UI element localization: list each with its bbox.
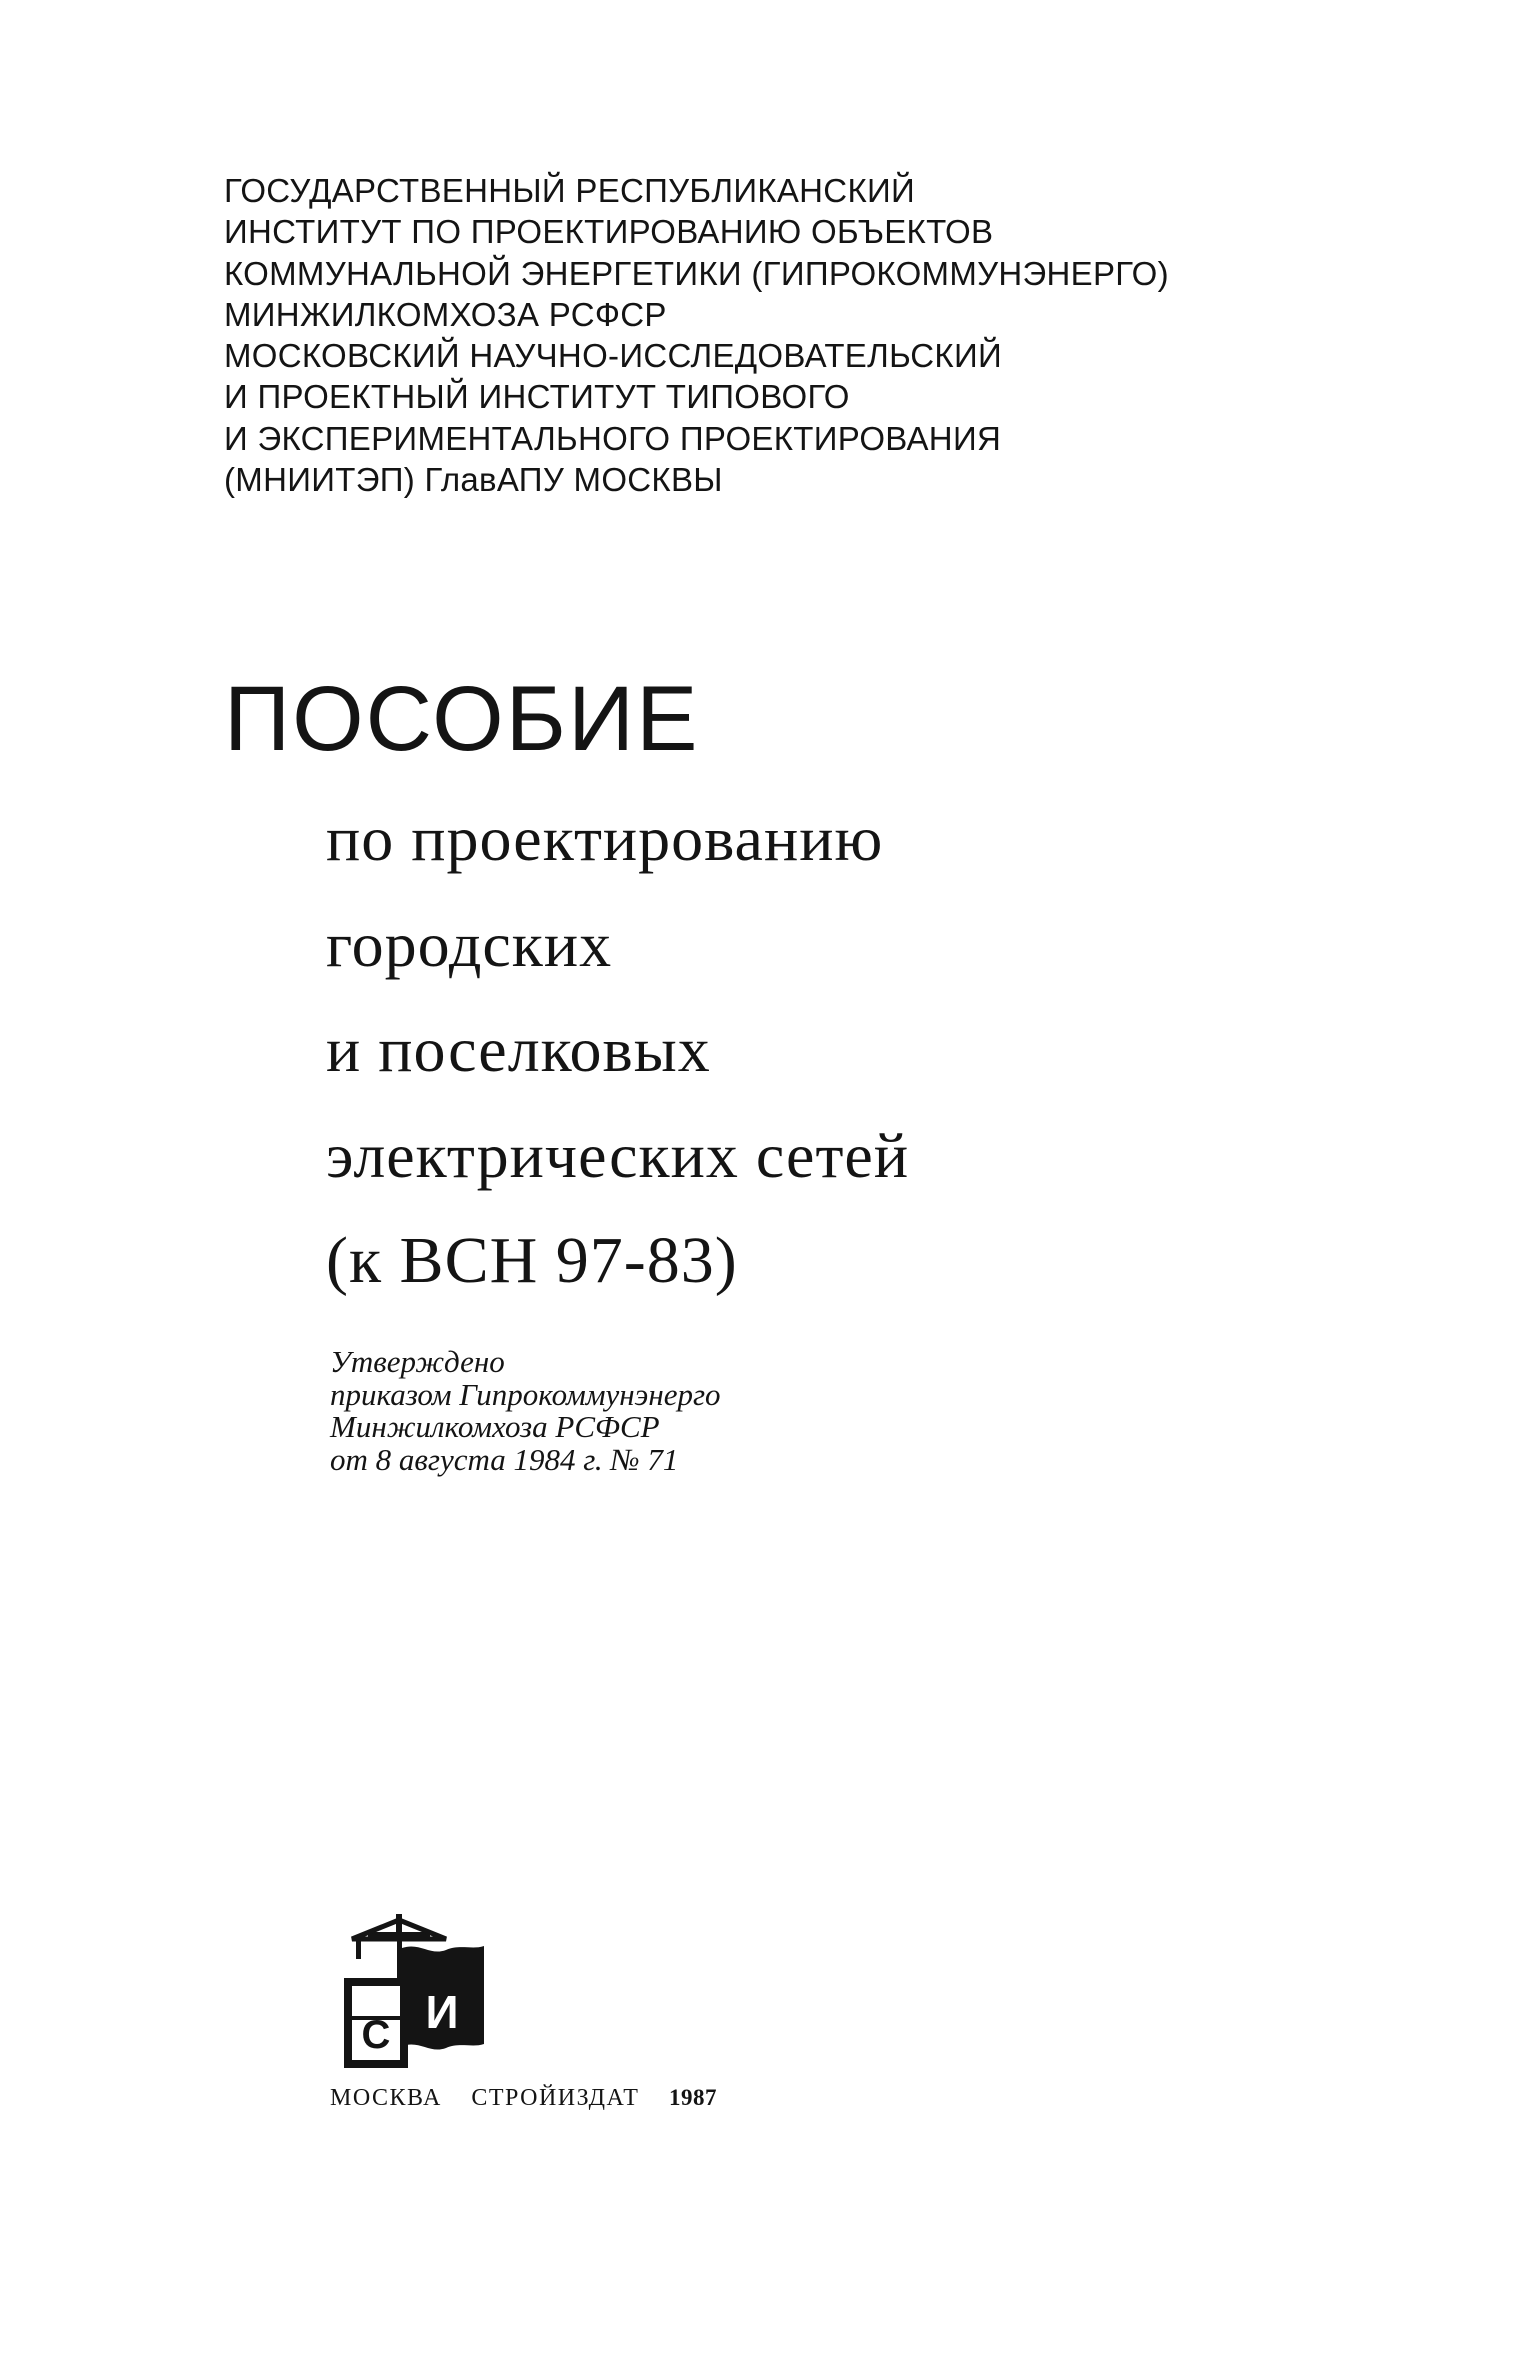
organization-line: ИНСТИТУТ ПО ПРОЕКТИРОВАНИЮ ОБЪЕКТОВ: [224, 213, 994, 251]
si-publisher-logo-icon: [338, 1912, 490, 2070]
organization-line: КОММУНАЛЬНОЙ ЭНЕРГЕТИКИ (ГИПРОКОММУНЭНЕРГО): [224, 254, 1169, 292]
approval-line: Минжилкомхоза РСФСР: [330, 1409, 660, 1444]
approval-line: Утверждено: [330, 1344, 505, 1379]
organization-line: (МНИИТЭП) ГлавАПУ МОСКВЫ: [224, 461, 723, 499]
svg-text:И: И: [425, 1986, 459, 2038]
imprint-publisher: СТРОЙИЗДАТ: [471, 2085, 640, 2111]
standard-reference: (к ВСН 97-83): [326, 1224, 738, 1297]
subtitle-line: по проектированию: [326, 803, 884, 874]
organization-line: МИНЖИЛКОМХОЗА РСФСР: [224, 295, 667, 333]
imprint-city: МОСКВА: [330, 2085, 442, 2111]
organization-line: ГОСУДАРСТВЕННЫЙ РЕСПУБЛИКАНСКИЙ: [224, 172, 916, 209]
subtitle-line: и поселковых: [326, 1014, 711, 1085]
approval-note: [330, 1346, 721, 1476]
organization-line: И ПРОЕКТНЫЙ ИНСТИТУТ ТИПОВОГО: [224, 378, 850, 416]
issuing-organizations: [224, 170, 1169, 500]
subtitle-line: городских: [326, 908, 613, 980]
imprint: [330, 2083, 717, 2113]
subtitle-line: электрических сетей: [326, 1119, 910, 1191]
organization-line: И ЭКСПЕРИМЕНТАЛЬНОГО ПРОЕКТИРОВАНИЯ: [224, 419, 1002, 457]
organization-line: МОСКОВСКИЙ НАУЧНО-ИССЛЕДОВАТЕЛЬСКИЙ: [224, 337, 1002, 375]
document-title: ПОСОБИЕ: [224, 668, 700, 770]
document-subtitle: [326, 786, 909, 1314]
approval-line: от 8 августа 1984 г. № 71: [330, 1441, 679, 1477]
imprint-year: 1987: [668, 2085, 717, 2110]
approval-line: приказом Гипрокоммунэнерго: [330, 1376, 721, 1412]
svg-text:С: С: [361, 2013, 391, 2057]
